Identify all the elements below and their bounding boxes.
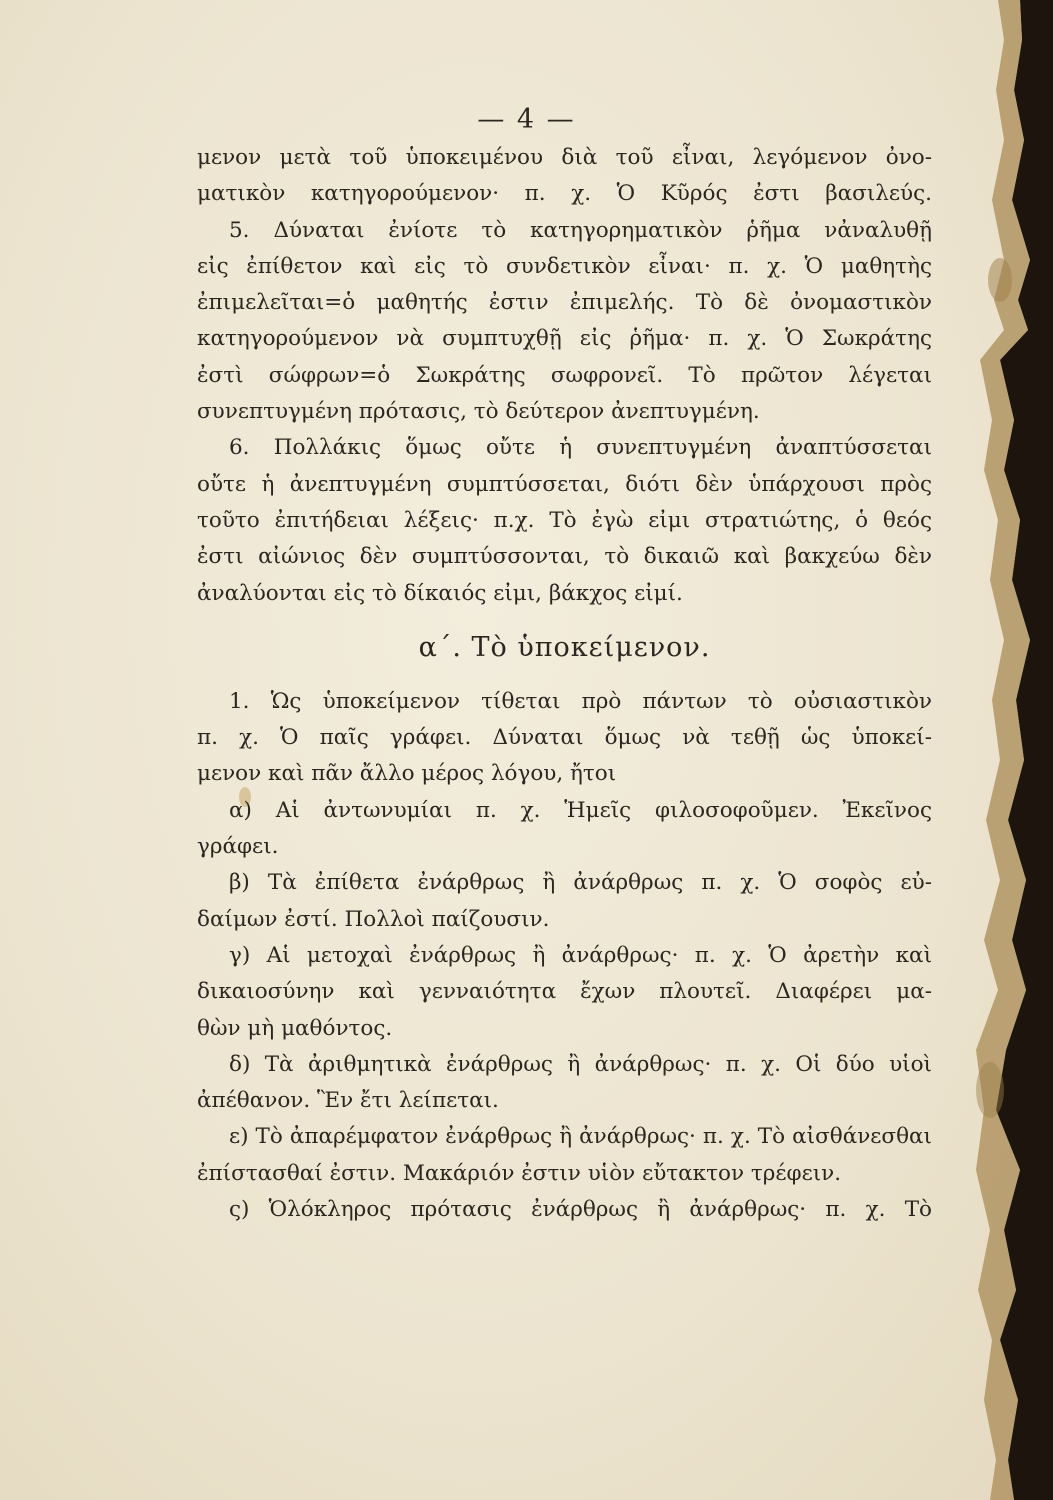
text-line: α) Αἱ ἀντωνυμίαι π. χ. Ἡμεῖς φιλοσοφοῦμεν. Ἐκεῖνος — [229, 797, 932, 823]
text-line: μενον μετὰ τοῦ ὑποκειμένου διὰ τοῦ εἶναι, λεγόμενον ὀνο- — [197, 145, 932, 170]
section-heading: α΄. Τὸ ὑποκείμενον. — [418, 631, 711, 663]
text-line: ἀπέθανον. Ἓν ἔτι λείπεται. — [197, 1088, 499, 1114]
text-line: ἐπίστασθαί ἐστιν. Μακάριόν ἐστιν υἱὸν εὔτακτον τρέφειν. — [197, 1160, 842, 1186]
text-line: δικαιοσύνην καὶ γενναιότητα ἔχων πλουτεῖ. Διαφέρει μα- — [197, 979, 932, 1005]
text-line: οὔτε ἡ ἀνεπτυγμένη συμπτύσσεται, διότι δὲν ὑπάρχουσι πρὸς — [197, 471, 932, 497]
text-line: ἀναλύονται εἰς τὸ δίκαιός εἰμι, βάκχος εἰμί. — [197, 580, 683, 606]
text-line: δ) Τὰ ἀριθμητικὰ ἐνάρθρως ἢ ἀνάρθρως· π. χ. Οἱ δύο υἱοὶ — [229, 1051, 932, 1077]
text-line: 6. Πολλάκις ὅμως οὔτε ἡ συνεπτυγμένη ἀναπτύσσεται — [229, 435, 932, 461]
text-line: β) Τὰ ἐπίθετα ἐνάρθρως ἢ ἀνάρθρως π. χ. Ὁ σοφὸς εὐ- — [229, 870, 932, 896]
text-line: ἐστὶ σώφρων=ὁ Σωκράτης σωφρονεῖ. Τὸ πρῶτον λέγεται — [197, 362, 932, 388]
text-line: γράφει. — [197, 834, 279, 860]
text-line: ἐπιμελεῖται=ὁ μαθητής ἐστιν ἐπιμελής. Τὸ δὲ ὀνομαστικὸν — [197, 290, 932, 316]
text-line: π. χ. Ὁ παῖς γράφει. Δύναται ὅμως νὰ τεθῇ ὡς ὑποκεί- — [197, 725, 932, 751]
text-line: δαίμων ἐστί. Πολλοὶ παίζουσιν. — [197, 906, 550, 932]
text-line: κατηγορούμενον νὰ συμπτυχθῇ εἰς ῥῆμα· π. χ. Ὁ Σωκράτης — [197, 326, 932, 352]
text-line: μενον καὶ πᾶν ἄλλο μέρος λόγου, ἤτοι — [197, 761, 617, 787]
text-line: ἐστι αἰώνιος δὲν συμπτύσσονται, τὸ δικαιῶ καὶ βακχεύω δὲν — [197, 544, 932, 570]
text-line: 5. Δύναται ἐνίοτε τὸ κατηγορηματικὸν ῥῆμα νἀναλυθῇ — [229, 217, 932, 243]
text-line: 1. Ὡς ὑποκείμενον τίθεται πρὸ πάντων τὸ οὐσιαστικὸν — [229, 688, 932, 714]
text-line: γ) Αἱ μετοχαὶ ἐνάρθρως ἢ ἀνάρθρως· π. χ. Ὁ ἀρετὴν καὶ — [229, 942, 932, 968]
page-number: — 4 — — [477, 104, 576, 135]
text-line: εἰς ἐπίθετον καὶ εἰς τὸ συνδετικὸν εἶναι· π. χ. Ὁ μαθητὴς — [197, 253, 932, 279]
text-line: τοῦτο ἐπιτήδειαι λέξεις· π.χ. Τὸ ἐγὼ εἰμι στρατιώτης, ὁ θεός — [197, 507, 932, 533]
body-text — [197, 140, 932, 1228]
text-line: συνεπτυγμένη πρότασις, τὸ δεύτερον ἀνεπτυγμένη. — [197, 399, 760, 425]
text-line: ματικὸν κατηγορούμενον· π. χ. Ὁ Κῦρός ἐστι βασιλεύς. — [197, 181, 932, 207]
text-line: ε) Τὸ ἀπαρέμφατον ἐνάρθρως ἢ ἀνάρθρως· π. χ. Τὸ αἰσθάνεσθαι — [229, 1124, 932, 1150]
text-line: θὼν μὴ μαθόντος. — [197, 1015, 393, 1041]
text-line: ς) Ὁλόκληρος πρότασις ἐνάρθρως ἢ ἀνάρθρως· π. χ. Τὸ — [229, 1197, 932, 1223]
